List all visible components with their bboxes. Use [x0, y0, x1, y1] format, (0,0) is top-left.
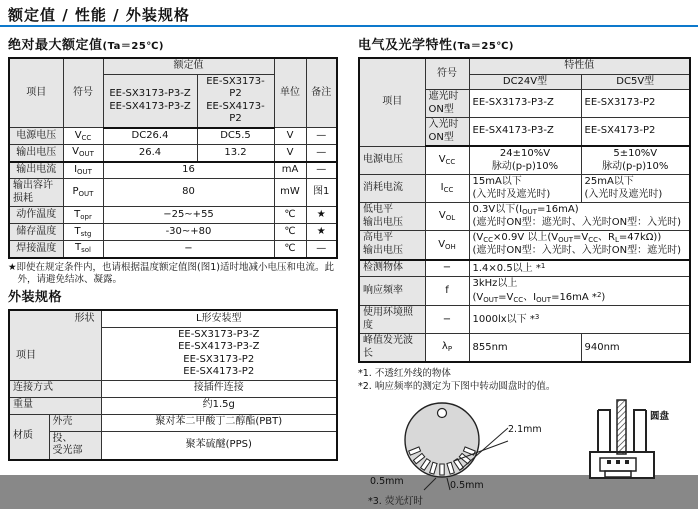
model-group-b: EE-SX3173-P2 EE-SX4173-P2 — [197, 74, 274, 128]
row-item: 焊接温度 — [9, 241, 63, 258]
col-header-item: 项目 — [359, 58, 425, 146]
col-header-symbol: 符号 — [425, 58, 469, 90]
note-1: *1. 不透红外线的物体 — [358, 368, 451, 380]
row-value: 855nm — [469, 334, 581, 363]
row-item: 检测物体 — [359, 260, 425, 277]
row-symbol: $V_{CC}$ — [425, 146, 469, 175]
table-row — [359, 175, 690, 203]
row-symbol: $\lambda_P$ — [425, 334, 469, 363]
right-column — [358, 34, 689, 509]
abs-max-heading-text: 绝对最大额定值 — [8, 38, 103, 53]
row-value: 1000lx以下 *$^3$ — [469, 306, 690, 334]
row-unit: mW — [274, 179, 306, 207]
row-symbol: $T_{opr}$ — [63, 207, 103, 224]
elec-heading — [358, 34, 689, 53]
col-header-remark: 备注 — [306, 58, 337, 128]
dim-label-slot-gap: 0.5mm — [450, 479, 484, 491]
row-symbol: $P_{OUT}$ — [63, 179, 103, 207]
table-row — [359, 260, 690, 277]
row-unit: ℃ — [274, 207, 306, 224]
row-value: DC26.4 — [103, 128, 197, 145]
title-accent-rule — [0, 25, 698, 27]
material-part: 外壳 — [49, 414, 101, 431]
row-unit: V — [274, 145, 306, 162]
row-remark: 图1 — [306, 179, 337, 207]
row-symbol: $V_{OUT}$ — [63, 145, 103, 162]
row-symbol: $V_{OH}$ — [425, 231, 469, 260]
row-unit: mA — [274, 162, 306, 179]
row-value: ($V_{CC}\times 0.9V$ 以上($V_{OUT}=V_{CC}$、$R_L=47k\Omega$)) (遮光时ON型：入光时、入光时ON型：遮光时) — [469, 231, 690, 260]
row-value: DC5.5 — [197, 128, 274, 145]
model-group-a: EE-SX3173-P3-Z EE-SX4173-P3-Z — [103, 74, 197, 128]
row-remark: — — [306, 145, 337, 162]
corner-cell — [9, 310, 101, 380]
note-2: *2. 响应频率的测定为下图中转动圆盘时的值。 — [358, 381, 556, 393]
row-symbol: − — [425, 260, 469, 277]
disc-edge-hatch — [617, 400, 626, 454]
table-row — [9, 179, 337, 207]
type-model: EE-SX4173-P2 — [581, 118, 690, 147]
abs-max-note: ★即使在规定条件内，也请根据温度额定值图(图1)适时地减小电压和电流。此外，请避免结冰、凝露。 — [8, 261, 334, 285]
material-label: 材质 — [9, 414, 49, 460]
row-value: 15mA以下 (入光时及遮光时) — [469, 175, 581, 203]
row-value: 1.4×0.5以上 *$^1$ — [469, 260, 690, 277]
row-item: 输出电压 — [9, 145, 63, 162]
row-unit: V — [274, 128, 306, 145]
table-row — [359, 277, 690, 306]
row-value: -30~+80 — [103, 224, 274, 241]
table-row — [9, 145, 337, 162]
row-value: − — [103, 241, 274, 258]
table-row — [9, 397, 337, 414]
row-item: 储存温度 — [9, 224, 63, 241]
row-symbol: $V_{OL}$ — [425, 203, 469, 231]
note-3: *3. 荧光灯时 — [368, 495, 423, 507]
shape-value: L形安装型 — [101, 310, 337, 327]
table-row — [9, 431, 337, 460]
table-header-row — [9, 58, 337, 74]
row-value: 24±10%V 脉动(p-p)10% — [469, 146, 581, 175]
row-value: 接插件连接 — [101, 380, 337, 397]
row-value: 0.3V以下$(I_{OUT}=16mA)$ (遮光时ON型：遮光时、入光时ON型：入光时) — [469, 203, 690, 231]
row-value: 80 — [103, 179, 274, 207]
row-symbol: − — [425, 306, 469, 334]
corner-shape-label: 形状 — [74, 313, 95, 325]
row-item: 动作温度 — [9, 207, 63, 224]
row-symbol: $I_{CC}$ — [425, 175, 469, 203]
row-value: 26.4 — [103, 145, 197, 162]
row-remark: — — [306, 162, 337, 179]
row-remark: ★ — [306, 207, 337, 224]
table-row — [9, 128, 337, 145]
row-item: 电源电压 — [359, 146, 425, 175]
row-symbol: f — [425, 277, 469, 306]
row-item: 低电平 输出电压 — [359, 203, 425, 231]
row-remark: — — [306, 128, 337, 145]
row-remark: — — [306, 241, 337, 258]
elec-heading-cond: (Ta＝25℃) — [452, 41, 514, 52]
row-value: 25mA以下 (入光时及遮光时) — [581, 175, 690, 203]
table-row — [9, 224, 337, 241]
table-row — [359, 203, 690, 231]
type-model: EE-SX3173-P3-Z — [469, 90, 581, 118]
row-symbol: $T_{sol}$ — [63, 241, 103, 258]
row-item: 响应频率 — [359, 277, 425, 306]
row-value: −25~+55 — [103, 207, 274, 224]
abs-max-heading-cond: (Ta＝25℃) — [102, 41, 164, 52]
table-row — [359, 146, 690, 175]
row-value: 3kHz以上 ($V_{OUT}=V_{CC}$、$I_{OUT}=16mA$ *$^2$) — [469, 277, 690, 306]
row-item: 电源电压 — [9, 128, 63, 145]
table-row — [359, 231, 690, 260]
row-value: 13.2 — [197, 145, 274, 162]
type-model: EE-SX3173-P2 — [581, 90, 690, 118]
table-row — [9, 241, 337, 258]
row-value: 16 — [103, 162, 274, 179]
row-item: 高电平 输出电压 — [359, 231, 425, 260]
elec-table — [358, 57, 691, 363]
table-row — [9, 414, 337, 431]
col-header-char: 特性值 — [469, 58, 690, 74]
table-row — [9, 207, 337, 224]
col-header-item: 项目 — [9, 58, 63, 128]
table-row — [9, 380, 337, 397]
type-label: 遮光时 ON型 — [425, 90, 469, 118]
row-item: 重量 — [9, 397, 101, 414]
table-header-row — [359, 58, 690, 74]
row-item: 连接方式 — [9, 380, 101, 397]
col-header-dc24: DC24V型 — [469, 74, 581, 90]
row-item: 使用环境照度 — [359, 306, 425, 334]
row-symbol: $V_{CC}$ — [63, 128, 103, 145]
col-header-dc5: DC5V型 — [581, 74, 690, 90]
disc-callout-label: 圆盘 — [650, 410, 670, 422]
row-value: 约1.5g — [101, 397, 337, 414]
row-item: 峰值发光波长 — [359, 334, 425, 363]
dim-label-slot-depth: 2.1mm — [508, 423, 542, 435]
abs-max-heading — [8, 34, 336, 53]
disc-center-hole — [438, 408, 447, 417]
ext-spec-heading: 外装规格 — [8, 290, 63, 306]
type-model: EE-SX4173-P3-Z — [469, 118, 581, 147]
row-symbol: $T_{stg}$ — [63, 224, 103, 241]
row-unit: ℃ — [274, 241, 306, 258]
left-column — [8, 34, 336, 461]
col-header-unit: 单位 — [274, 58, 306, 128]
model-list: EE-SX3173-P3-Z EE-SX4173-P3-Z EE-SX3173-P2 EE-SX4173-P2 — [101, 327, 337, 380]
row-symbol: $I_{OUT}$ — [63, 162, 103, 179]
corner-item-label: 项目 — [16, 350, 36, 362]
col-header-symbol: 符号 — [63, 58, 103, 128]
table-header-row — [9, 310, 337, 327]
row-item: 输出容许 损耗 — [9, 179, 63, 207]
page-title: 额定值 / 性能 / 外装规格 — [8, 6, 190, 24]
dim-label-slot-width: 0.5mm — [370, 475, 404, 487]
elec-notes — [358, 368, 689, 394]
row-unit: ℃ — [274, 224, 306, 241]
table-row — [9, 162, 337, 179]
row-value: 5±10%V 脉动(p-p)10% — [581, 146, 690, 175]
material-part: 投、 受光部 — [49, 431, 101, 460]
response-frequency-figure — [358, 398, 689, 494]
row-item: 输出电流 — [9, 162, 63, 179]
material-value: 聚对苯二甲酸丁二醇酯(PBT) — [101, 414, 337, 431]
table-row — [359, 334, 690, 363]
table-row — [359, 306, 690, 334]
col-header-rated: 额定值 — [103, 58, 274, 74]
elec-heading-text: 电气及光学特性 — [358, 38, 453, 53]
row-item: 消耗电流 — [359, 175, 425, 203]
row-value: 940nm — [581, 334, 690, 363]
abs-max-table — [8, 57, 338, 259]
type-label: 入光时 ON型 — [425, 118, 469, 147]
ext-spec-table — [8, 309, 338, 461]
material-value: 聚苯硫醚(PPS) — [101, 431, 337, 460]
row-remark: ★ — [306, 224, 337, 241]
